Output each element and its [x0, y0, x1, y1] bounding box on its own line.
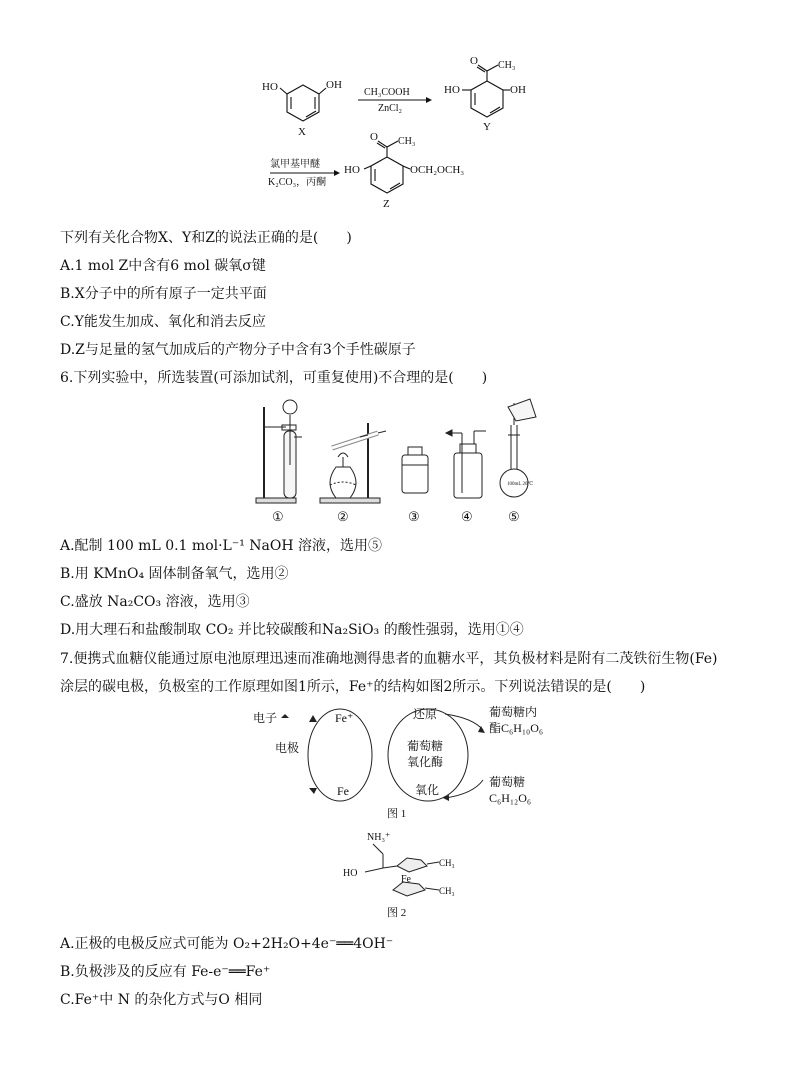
y-ch3: CH₃ — [498, 60, 516, 71]
z-ch3: CH₃ — [398, 136, 416, 147]
q5-option-c: C.Y能发生加成、氧化和消去反应 — [60, 314, 266, 330]
q7-option-a: A.正极的电极反应式可能为 O₂+2H₂O+4e⁻══4OH⁻ — [60, 936, 394, 952]
fig2-fe: Fe — [401, 874, 411, 885]
q6-option-d: D.用大理石和盐酸制取 CO₂ 并比较碳酸和Na₂SiO₃ 的酸性强弱，选用①④ — [60, 622, 524, 638]
z-o: O — [370, 131, 378, 143]
fig1-electron: 电子 — [253, 711, 278, 725]
q7-stem-2: 涂层的碳电极，负极室的工作原理如图1所示，Fe⁺的结构如图2所示。下列说法错误的是( ) — [60, 679, 646, 695]
compound-x — [280, 85, 326, 121]
reagent1-bottom: ZnCl₂ — [378, 103, 403, 114]
reaction-scheme — [240, 55, 580, 215]
reagent2-bottom: K₂CO₃，丙酮 — [268, 177, 327, 188]
fig1-enzyme-1: 葡萄糖 — [407, 739, 444, 753]
z-label: Z — [383, 198, 390, 210]
fig1-glucose-2: C₆H₁₂O₆ — [489, 791, 532, 805]
q7-stem-1: 7.便携式血糖仪能通过原电池原理迅速而准确地测得患者的血糖水平，其负极材料是附有二茂铁衍生物(Fe) — [60, 651, 718, 667]
fig1-oxidize: 氧化 — [415, 783, 440, 797]
apparatus-figure — [250, 395, 550, 527]
apparatus-3 — [402, 447, 428, 493]
fig1-glucose-1: 葡萄糖 — [489, 775, 526, 789]
q5-option-b: B.X分子中的所有原子一定共平面 — [60, 286, 267, 302]
apparatus-2 — [320, 423, 386, 503]
y-label: Y — [483, 121, 491, 133]
x-ho: HO — [262, 81, 278, 93]
fig2-nh3: NH₃⁺ — [367, 832, 391, 843]
compound-z — [364, 141, 410, 193]
fig2-ch3-bottom: CH₃ — [439, 886, 455, 896]
fig2-caption: 图 2 — [387, 907, 407, 919]
y-o: O — [470, 55, 478, 67]
reagent1-top: CH₃COOH — [364, 87, 410, 98]
fig1-feplus: Fe⁺ — [335, 711, 354, 725]
y-oh: OH — [510, 84, 526, 96]
label-1: ① — [272, 509, 284, 524]
fig1-fe: Fe — [337, 784, 349, 798]
x-oh: OH — [326, 79, 342, 91]
q6-option-a: A.配制 100 mL 0.1 mol·L⁻¹ NaOH 溶液，选用⑤ — [60, 538, 383, 554]
fig2-ho: HO — [343, 868, 358, 879]
label-3: ③ — [408, 509, 420, 524]
fig1-ester-1: 葡萄糖内 — [489, 705, 538, 719]
figure-1 — [245, 700, 575, 825]
z-ho: HO — [344, 164, 360, 176]
fig1-caption: 图 1 — [387, 808, 407, 820]
y-ho: HO — [444, 84, 460, 96]
fig1-enzyme-2: 氧化酶 — [407, 755, 444, 769]
q7-option-b: B.负极涉及的反应有 Fe-e⁻══Fe⁺ — [60, 964, 271, 980]
flask-text: 100mL 20℃ — [507, 482, 534, 487]
q6-option-c: C.盛放 Na₂CO₃ 溶液，选用③ — [60, 594, 250, 610]
z-sub: OCH₂OCH₃ — [410, 164, 465, 176]
fig1-ester-2: 酯C₆H₁₀O₆ — [489, 721, 544, 735]
q6-stem: 6.下列实验中，所选装置(可添加试剂，可重复使用)不合理的是( ) — [60, 370, 488, 386]
q6-option-b: B.用 KMnO₄ 固体制备氧气，选用② — [60, 566, 289, 582]
figure-2 — [335, 826, 485, 921]
q5-stem: 下列有关化合物X、Y和Z的说法正确的是( ) — [60, 230, 352, 246]
x-label: X — [298, 126, 306, 138]
compound-y — [462, 65, 510, 117]
apparatus-4 — [446, 430, 486, 498]
q5-option-d: D.Z与足量的氢气加成后的产物分子中含有3个手性碳原子 — [60, 342, 416, 358]
fig1-reduce: 还原 — [413, 707, 438, 721]
reagent2-top: 氯甲基甲醚 — [270, 159, 320, 170]
apparatus-1 — [256, 400, 302, 503]
fig1-electrode: 电极 — [275, 741, 300, 755]
label-4: ④ — [461, 509, 473, 524]
q5-option-a: A.1 mol Z中含有6 mol 碳氧σ键 — [60, 258, 266, 274]
q7-option-c: C.Fe⁺中 N 的杂化方式与O 相同 — [60, 992, 263, 1008]
fig2-ch3-top: CH₃ — [439, 858, 455, 868]
label-5: ⑤ — [508, 509, 520, 524]
label-2: ② — [337, 509, 349, 524]
